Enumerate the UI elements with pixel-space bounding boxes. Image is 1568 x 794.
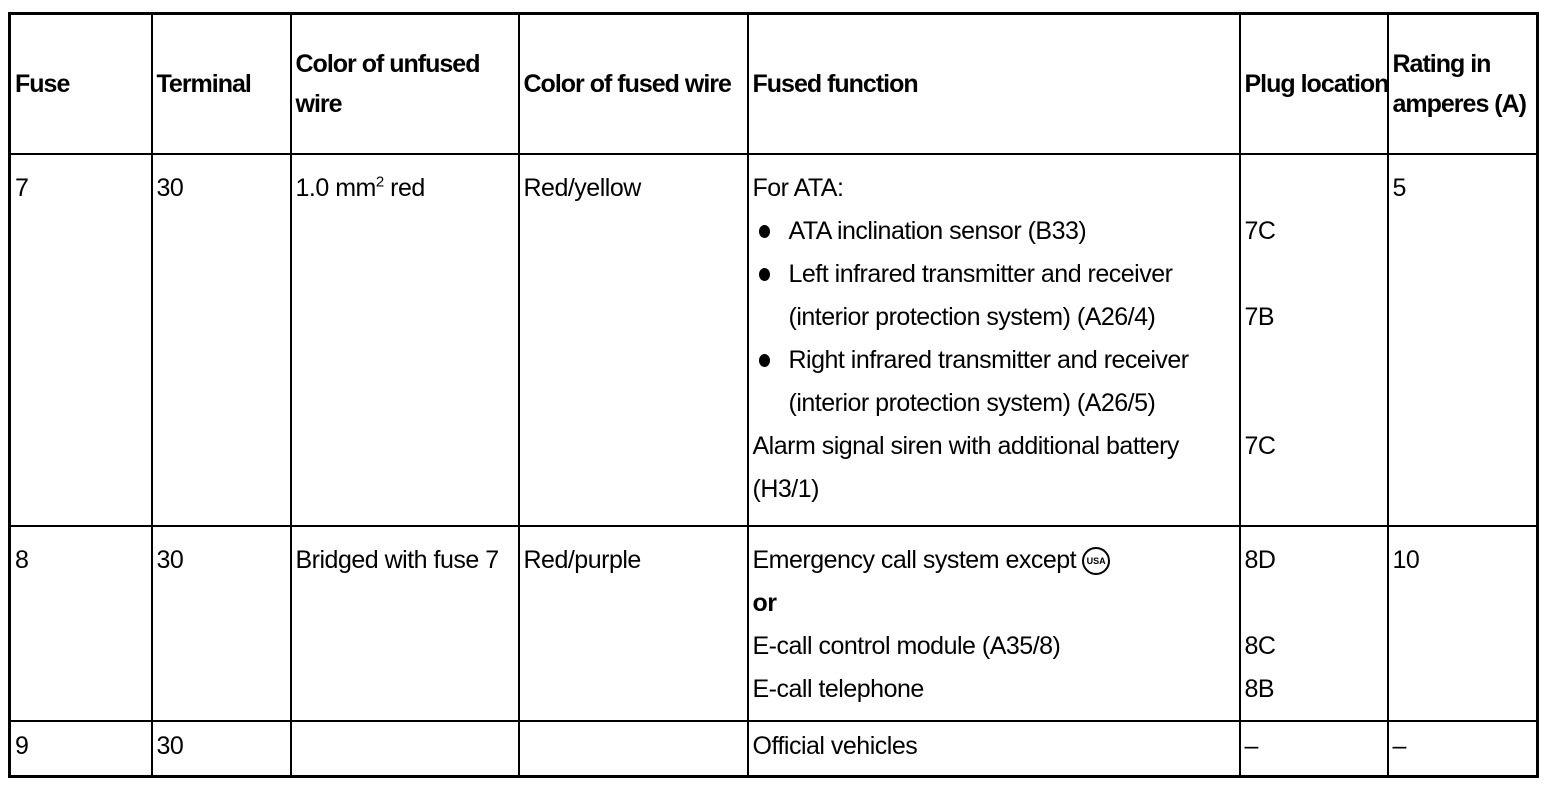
cell-unfused-color bbox=[291, 154, 519, 526]
function-line-2: E-call control module (A35/8) bbox=[752, 631, 1061, 660]
table-row-fuse-7 bbox=[10, 154, 1538, 526]
cell-terminal: 30 bbox=[152, 526, 291, 721]
fuse-table-container bbox=[8, 12, 1539, 778]
bullet-icon bbox=[759, 354, 770, 367]
cell-fuse: 9 bbox=[10, 721, 152, 777]
bullet-icon bbox=[759, 268, 770, 281]
plug-location-line-2: 8C bbox=[1244, 631, 1276, 660]
function-bullet-3-cont: (interior protection system) (A26/5) bbox=[788, 388, 1156, 417]
table-row-fuse-9 bbox=[10, 721, 1538, 777]
cell-rating: 10 bbox=[1388, 526, 1538, 721]
header-terminal: Terminal bbox=[152, 14, 291, 154]
header-plug-location: Plug location bbox=[1240, 14, 1388, 154]
cell-plug-location bbox=[1240, 154, 1388, 526]
function-bullet-3-text: Right infrared transmitter and receiver bbox=[788, 345, 1189, 374]
function-line-3: E-call telephone bbox=[752, 674, 924, 703]
function-bullet-1 bbox=[753, 210, 1235, 253]
plug-location-bullet-2: 7B bbox=[1244, 302, 1275, 331]
header-function: Fused function bbox=[748, 14, 1240, 154]
cell-rating: 5 bbox=[1388, 154, 1538, 526]
cell-rating: – bbox=[1388, 721, 1538, 777]
table-row-fuse-8 bbox=[10, 526, 1538, 721]
cell-plug-location bbox=[1240, 526, 1388, 721]
cell-fused-color bbox=[519, 721, 748, 777]
plug-location-bullet-1: 7C bbox=[1244, 216, 1276, 245]
function-bullet-1-text: ATA inclination sensor (B33) bbox=[788, 216, 1087, 245]
header-rating: Rating in amperes (A) bbox=[1388, 14, 1538, 154]
header-row bbox=[10, 14, 1538, 154]
cell-fuse: 8 bbox=[10, 526, 152, 721]
cell-unfused-color: Bridged with fuse 7 bbox=[291, 526, 519, 721]
fuse-table bbox=[8, 12, 1539, 778]
bullet-icon bbox=[759, 225, 770, 238]
function-or: or bbox=[752, 588, 777, 617]
header-fuse: Fuse bbox=[10, 14, 152, 154]
cell-fused-color: Red/yellow bbox=[519, 154, 748, 526]
cell-function: Official vehicles bbox=[748, 721, 1240, 777]
function-bullet-2-text: Left infrared transmitter and receiver bbox=[788, 259, 1173, 288]
wire-size: 1.0 mm bbox=[295, 173, 376, 202]
cell-function bbox=[748, 154, 1240, 526]
plug-location-line-1: 8D bbox=[1244, 545, 1276, 574]
function-bullet-2-cont: (interior protection system) (A26/4) bbox=[788, 302, 1156, 331]
cell-function bbox=[748, 526, 1240, 721]
wire-color: red bbox=[383, 173, 425, 202]
header-fused-color: Color of fused wire bbox=[519, 14, 748, 154]
cell-fuse: 7 bbox=[10, 154, 152, 526]
header-unfused-color: Color of unfused wire bbox=[291, 14, 519, 154]
cell-terminal: 30 bbox=[152, 154, 291, 526]
function-bullet-2 bbox=[753, 253, 1235, 296]
function-intro: For ATA: bbox=[752, 173, 844, 202]
wire-size-exponent: 2 bbox=[375, 173, 384, 191]
cell-unfused-color bbox=[291, 721, 519, 777]
function-alarm-cont: (H3/1) bbox=[752, 474, 819, 503]
cell-plug-location: – bbox=[1240, 721, 1388, 777]
usa-badge-icon: USA bbox=[1082, 547, 1110, 575]
function-alarm: Alarm signal siren with additional battery bbox=[752, 431, 1179, 460]
function-bullet-3 bbox=[753, 339, 1235, 382]
function-line-1-text: Emergency call system except bbox=[752, 545, 1077, 574]
plug-location-line-3: 8B bbox=[1244, 674, 1275, 703]
cell-terminal: 30 bbox=[152, 721, 291, 777]
plug-location-alarm: 7C bbox=[1244, 431, 1276, 460]
function-line-1 bbox=[753, 539, 1235, 582]
cell-fused-color: Red/purple bbox=[519, 526, 748, 721]
